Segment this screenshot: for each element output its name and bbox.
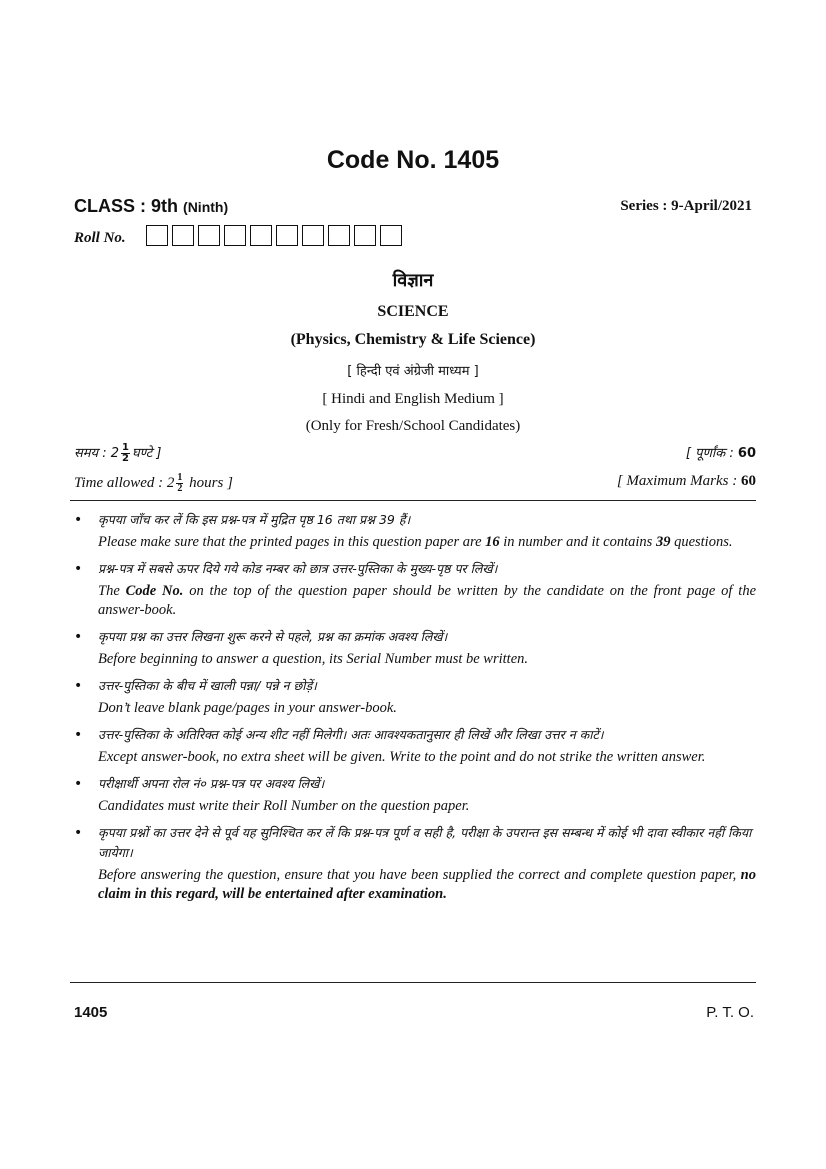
instruction-hindi: कृपया जाँच कर लें कि इस प्रश्न-पत्र में मुद्रित पृष्ठ 16 तथा प्रश्न 39 हैं। [98, 512, 411, 527]
marks-hi-label: [ पूर्णांक : [685, 446, 734, 461]
bullet-icon: • [74, 561, 83, 577]
bullet-icon: • [74, 825, 83, 841]
instruction-item [74, 676, 756, 718]
fraction-half [121, 443, 130, 464]
medium-english: [ Hindi and English Medium ] [322, 391, 504, 407]
max-marks-english [617, 473, 756, 490]
subject-title: SCIENCE [377, 303, 449, 320]
time-en-unit: hours ] [189, 474, 233, 491]
roll-number-box[interactable] [146, 225, 168, 246]
roll-number-box[interactable] [302, 225, 324, 246]
marks-en-label: [ Maximum Marks : [616, 473, 738, 489]
max-marks-hindi [686, 443, 756, 461]
instruction-hindi: कृपया प्रश्नों का उत्तर देने से पूर्व यह सुनिश्चित कर लें कि प्रश्न-पत्र पूर्ण व सही है, परीक्षा के उपरान्त इस सम्बन्ध में कोई भी दावा स्वीकार नहीं किया जायेगा। [98, 825, 752, 860]
instructions-list [74, 510, 756, 911]
instruction-hindi: कृपया प्रश्न का उत्तर लिखना शुरू करने से पहले, प्रश्न का क्रमांक अवश्य लिखें। [98, 629, 448, 644]
instruction-english: Before answering the question, ensure that you have been supplied the correct and complete question paper, no claim in this regard, will be entertained after examination. [98, 867, 756, 902]
bullet-icon: • [74, 727, 83, 743]
roll-number-label: Roll No. [74, 230, 126, 246]
instruction-item [74, 725, 756, 767]
time-hi-unit: घण्टे ] [132, 446, 162, 461]
roll-number-box[interactable] [172, 225, 194, 246]
roll-number-box[interactable] [354, 225, 376, 246]
roll-number-box[interactable] [328, 225, 350, 246]
roll-number-box[interactable] [276, 225, 298, 246]
instruction-english: Before beginning to answer a question, its Serial Number must be written. [98, 651, 529, 667]
instruction-hindi: उत्तर-पुस्तिका के बीच में खाली पन्ना/ पन्ने न छोड़ें। [98, 678, 317, 693]
class-text: CLASS : 9th [74, 196, 179, 216]
footer-pto: P. T. O. [706, 1004, 754, 1021]
instruction-english: Don’t leave blank page/pages in your answer-book. [98, 700, 397, 716]
time-allowed-english [74, 473, 233, 494]
instruction-item [74, 774, 756, 816]
frac-num: 1 [177, 472, 183, 483]
marks-hi-value: 60 [737, 446, 756, 461]
roll-number-box[interactable] [198, 225, 220, 246]
candidates-note: (Only for Fresh/School Candidates) [305, 418, 521, 434]
roll-number-boxes[interactable] [146, 225, 406, 246]
divider-top [70, 500, 756, 501]
instruction-item [74, 823, 756, 904]
frac-den: 2 [122, 453, 129, 464]
bullet-icon: • [74, 678, 83, 694]
instruction-item [74, 559, 756, 620]
instruction-english: Candidates must write their Roll Number on the question paper. [98, 798, 470, 814]
class-paren: (Ninth) [183, 199, 229, 215]
instruction-hindi: प्रश्न-पत्र में सबसे ऊपर दिये गये कोड नम्बर को छात्र उत्तर-पुस्तिका के मुख्य-पृष्ठ पर लिखें। [98, 561, 498, 576]
instruction-english: The Code No. on the top of the question paper should be written by the candidate on the front page of the answer-book. [98, 583, 757, 618]
instruction-english: Except answer-book, no extra sheet will be given. Write to the point and do not strike the written answer. [98, 749, 706, 765]
bullet-icon: • [74, 776, 83, 792]
bullet-icon: • [74, 512, 83, 528]
series-label: Series : 9-April/2021 [620, 198, 752, 214]
fraction-half [176, 473, 183, 494]
instruction-item [74, 627, 756, 669]
paper-code-title: Code No. 1405 [326, 146, 500, 174]
medium-hindi: [ हिन्दी एवं अंग्रेजी माध्यम ] [347, 364, 479, 379]
divider-bottom [70, 982, 756, 983]
time-en-label: Time allowed : 2 [74, 474, 175, 491]
bullet-icon: • [74, 629, 83, 645]
time-hi-label: समय : 2 [74, 446, 120, 461]
instruction-hindi: उत्तर-पुस्तिका के अतिरिक्त कोई अन्य शीट नहीं मिलेगी। अतः आवश्यकतानुसार ही लिखें और लिखा उत्तर न काटें। [98, 727, 604, 742]
marks-en-value: 60 [741, 473, 756, 489]
time-allowed-hindi [74, 443, 161, 464]
instruction-item [74, 510, 756, 552]
subject-subtitle: (Physics, Chemistry & Life Science) [290, 331, 536, 348]
roll-number-box[interactable] [250, 225, 272, 246]
subject-title-hindi: विज्ञान [392, 270, 434, 291]
frac-den: 2 [177, 483, 183, 494]
roll-number-box[interactable] [224, 225, 246, 246]
class-label [74, 196, 228, 217]
roll-number-box[interactable] [380, 225, 402, 246]
frac-num: 1 [122, 442, 129, 453]
instruction-english: Please make sure that the printed pages in this question paper are 16 in number and it contains 39 questions. [98, 534, 733, 550]
footer-paper-code: 1405 [74, 1004, 108, 1021]
instruction-hindi: परीक्षार्थी अपना रोल नं० प्रश्न-पत्र पर अवश्य लिखें। [98, 776, 325, 791]
